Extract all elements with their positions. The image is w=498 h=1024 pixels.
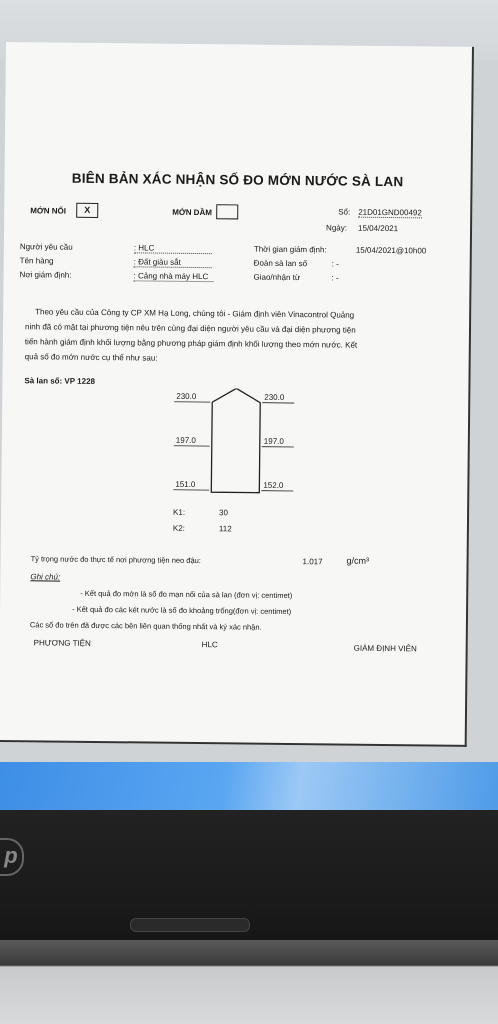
hp-logo-icon: p bbox=[0, 838, 24, 876]
ngay-value: 15/04/2021 bbox=[358, 223, 399, 234]
para-line: ninh đã có mặt tại phương tiện nêu trên cùng đại diện người yêu cầu và đại diện phương tiện bbox=[24, 322, 356, 335]
barge-number: Sà lan số: VP 1228 bbox=[24, 376, 96, 386]
k1-value: 30 bbox=[219, 508, 229, 518]
agreement-text: Các số đo trên đã được các bên liên quan thống nhất và ký xác nhận. bbox=[29, 620, 262, 632]
so-label: Số: bbox=[338, 207, 351, 217]
k1-label: K1: bbox=[173, 507, 186, 517]
desktop-wallpaper-strip bbox=[0, 762, 498, 810]
mon-dam-checkbox bbox=[216, 204, 238, 219]
document-page bbox=[0, 42, 474, 747]
note-item: - Kết quả đo các két nước là số đo khoảng trống(đơn vị: centimet) bbox=[72, 604, 292, 617]
field-label-time: Thời gian giám định: bbox=[253, 244, 327, 255]
density-label: Tỷ trọng nước đo thực tế nơi phương tiện neo đậu: bbox=[30, 554, 201, 566]
density-value: 1.017 bbox=[302, 557, 323, 567]
intro-paragraph bbox=[25, 304, 456, 368]
draft-right-top: 230.0 bbox=[264, 392, 285, 402]
field-label-requester: Người yêu cầu bbox=[19, 242, 73, 252]
mon-noi-label: MỚN NỔI bbox=[30, 206, 66, 216]
field-label-goods: Tên hàng bbox=[19, 256, 54, 266]
para-line: Theo yêu cầu của Công ty CP XM Hạ Long, chúng tôi - Giám định viên Vinacontrol Quảng bbox=[35, 307, 355, 320]
so-value: 21D01GND00492 bbox=[358, 207, 422, 218]
draft-left-mid: 197.0 bbox=[175, 435, 196, 446]
field-value-time: 15/04/2021@10h00 bbox=[355, 245, 427, 256]
signature-hlc: HLC bbox=[201, 640, 218, 650]
para-line: tiến hành giám định khối lượng bằng phương pháp giám định khối lượng theo mớn nước. Kết bbox=[24, 337, 358, 350]
note-item: - Kết quả đo mớn là số đo mạn nổi của sà lan (đơn vị: centimet) bbox=[80, 588, 293, 601]
density-unit: g/cm³ bbox=[346, 555, 370, 566]
k2-label: K2: bbox=[172, 523, 185, 533]
laptop-base bbox=[0, 940, 498, 1024]
mon-dam-label: MỚN DẦM bbox=[172, 207, 212, 218]
signature-inspector: GIÁM ĐỊNH VIÊN bbox=[353, 643, 417, 654]
field-value-goods: : Đất giàu sắt bbox=[134, 257, 212, 268]
ngay-label: Ngày: bbox=[326, 223, 348, 233]
signature-vehicle: PHƯƠNG TIỆN bbox=[33, 638, 91, 648]
field-label-delivery: Giao/nhận từ bbox=[253, 272, 301, 283]
document-title: BIÊN BẢN XÁC NHẬN SỐ ĐO MỚN NƯỚC SÀ LAN bbox=[71, 170, 404, 190]
draft-left-bot: 151.0 bbox=[175, 479, 196, 490]
field-value-location: : Cảng nhà máy HLC bbox=[134, 271, 214, 282]
field-value-requester: : HLC bbox=[134, 243, 212, 254]
draft-right-bot: 152.0 bbox=[263, 480, 284, 490]
k2-value: 112 bbox=[218, 524, 232, 534]
draft-right-mid: 197.0 bbox=[263, 436, 284, 446]
mon-noi-checkbox: X bbox=[76, 203, 98, 218]
field-value-delivery: : - bbox=[331, 273, 339, 283]
field-label-location: Nơi giám định: bbox=[19, 270, 72, 280]
hinge-icon bbox=[130, 918, 250, 932]
draft-left-top: 230.0 bbox=[176, 391, 197, 402]
para-line: quả số đo mớn nước cụ thể như sau: bbox=[24, 352, 158, 363]
field-label-barge-group: Đoàn sà lan số bbox=[253, 258, 308, 269]
barge-draft-diagram bbox=[165, 388, 306, 504]
notes-heading: Ghi chú: bbox=[30, 572, 61, 582]
field-value-barge-group: : - bbox=[331, 259, 339, 269]
